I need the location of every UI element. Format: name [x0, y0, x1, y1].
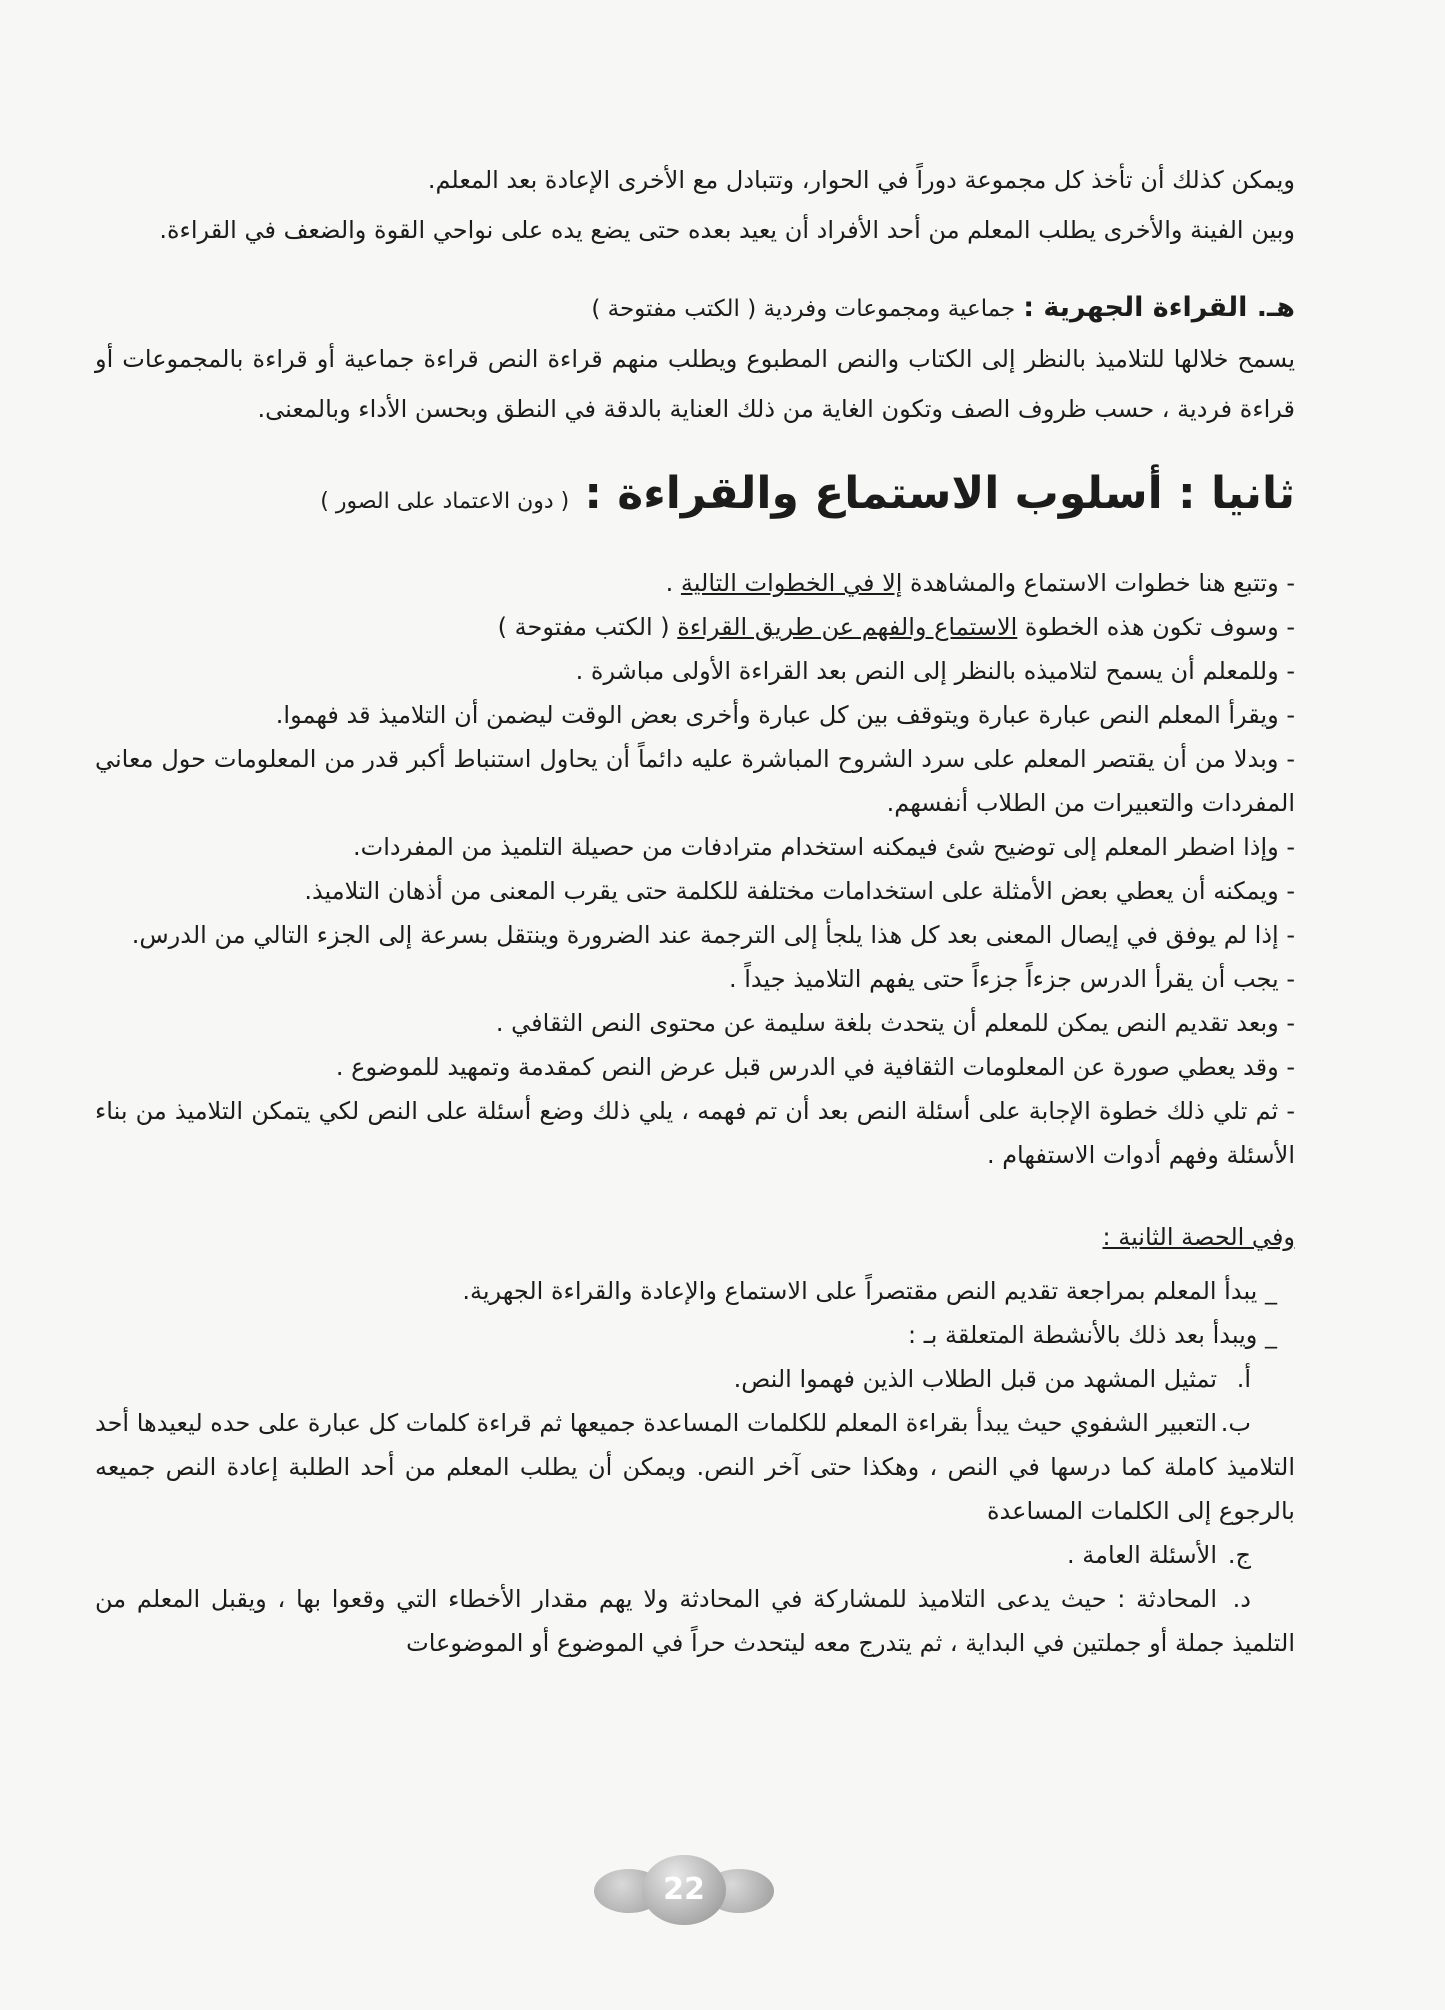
list-item: - وبدلا من أن يقتصر المعلم على سرد الشروح المباشرة عليه دائماً أن يحاول استنباط أكبر قدر من المعلومات حول معاني المفردات والتعبيرات من الطلاب أنفسهم.: [95, 745, 1295, 817]
list-item: - وتتبع هنا خطوات الاستماع والمشاهدة إلا في الخطوات التالية .: [665, 569, 1295, 597]
activity-mark: أ.: [1236, 1365, 1251, 1393]
activity-item: [95, 1357, 1295, 1401]
list-item: - ثم تلي ذلك خطوة الإجابة على أسئلة النص بعد أن تم فهمه ، يلي ذلك وضع أسئلة على النص لكي يتمكن التلاميذ من بناء الأسئلة وفهم أدوات الاستفهام .: [95, 1097, 1295, 1169]
activity-mark: ج.: [1227, 1541, 1251, 1569]
page-body: [95, 155, 1295, 1665]
second-session-heading: وفي الحصة الثانية :: [1102, 1223, 1295, 1251]
page-number: 22: [642, 1855, 726, 1925]
section-loud-reading-body: يسمح خلالها للتلاميذ بالنظر إلى الكتاب والنص المطبوع ويطلب منهم قراءة النص قراءة جماعية أو قراءة بالمجموعات أو قراءة فردية ، حسب ظروف الصف وتكون الغاية من ذلك العناية بالدقة في النطق وبحسن الأداء وبالمعنى.: [95, 345, 1295, 423]
second-session-list: [95, 1269, 1295, 1357]
activity-text: تمثيل المشهد من قبل الطلاب الذين فهموا النص.: [733, 1365, 1217, 1393]
list-item: - وسوف تكون هذه الخطوة الاستماع والفهم عن طريق القراءة ( الكتب مفتوحة ): [497, 613, 1295, 641]
list-item: _ ويبدأ بعد ذلك بالأنشطة المتعلقة بـ :: [907, 1321, 1277, 1349]
section-loud-reading: [95, 283, 1295, 434]
section-two-heading-row: [95, 462, 1295, 535]
list-item: - إذا لم يوفق في إيصال المعنى بعد كل هذا يلجأ إلى الترجمة عند الضرورة وينتقل بسرعة إلى الجزء التالي من الدرس.: [131, 921, 1295, 949]
section-two-list: [95, 561, 1295, 1177]
section-two-heading: ثانيا : أسلوب الاستماع والقراءة :: [584, 468, 1295, 519]
section-loud-reading-subtitle: جماعية ومجموعات وفردية ( الكتب مفتوحة ): [591, 296, 1016, 322]
intro-line-2: وبين الفينة والأخرى يطلب المعلم من أحد الأفراد أن يعيد بعده حتى يضع يده على نواحي القوة والضعف في القراءة.: [159, 216, 1295, 244]
activity-mark: ب.: [1220, 1409, 1251, 1437]
page-number-badge: [594, 1855, 774, 1925]
list-item: _ يبدأ المعلم بمراجعة تقديم النص مقتصراً على الاستماع والإعادة والقراءة الجهرية.: [462, 1277, 1277, 1305]
list-item: - يجب أن يقرأ الدرس جزءاً جزءاً حتى يفهم التلاميذ جيداً .: [728, 965, 1295, 993]
list-item: - وإذا اضطر المعلم إلى توضيح شئ فيمكنه استخدام مترادفات من حصيلة التلميذ من المفردات.: [352, 833, 1295, 861]
list-item: - وللمعلم أن يسمح لتلاميذه بالنظر إلى النص بعد القراءة الأولى مباشرة .: [575, 657, 1295, 685]
activity-text: التعبير الشفوي حيث يبدأ بقراءة المعلم للكلمات المساعدة جميعها ثم قراءة كلمات كل عبارة على حده ليعيدها أحد التلاميذ كاملة كما درسها في النص ، وهكذا حتى آخر النص. ويمكن أن يطلب المعلم من أحد الطلبة إعادة النص جميعه بالرجوع إلى الكلمات المساعدة: [95, 1409, 1295, 1525]
activities-list: [95, 1357, 1295, 1665]
activity-text: الأسئلة العامة .: [1067, 1541, 1217, 1569]
activity-mark: د.: [1232, 1585, 1251, 1613]
activity-item: [95, 1401, 1295, 1533]
intro-line-1: ويمكن كذلك أن تأخذ كل مجموعة دوراً في الحوار، وتتبادل مع الأخرى الإعادة بعد المعلم.: [427, 166, 1295, 194]
activity-text: المحادثة : حيث يدعى التلاميذ للمشاركة في المحادثة ولا يهم مقدار الأخطاء التي وقعوا بها ، ويقبل المعلم من التلميذ جملة أو جملتين في البداية ، ثم يتدرج معه ليتحدث حراً في الموضوع أو الموضوعات: [95, 1585, 1295, 1657]
section-loud-reading-heading-row: [95, 283, 1295, 334]
list-item: - وقد يعطي صورة عن المعلومات الثقافية في الدرس قبل عرض النص كمقدمة وتمهيد للموضوع .: [335, 1053, 1295, 1081]
activity-item: [95, 1577, 1295, 1665]
list-item: - وبعد تقديم النص يمكن للمعلم أن يتحدث بلغة سليمة عن محتوى النص الثقافي .: [495, 1009, 1295, 1037]
intro-paragraph: [95, 155, 1295, 255]
section-two-subtitle: ( دون الاعتماد على الصور ): [320, 489, 570, 514]
activity-item: [95, 1533, 1295, 1577]
section-loud-reading-heading: هـ. القراءة الجهرية :: [1023, 292, 1295, 323]
list-item: - ويقرأ المعلم النص عبارة عبارة ويتوقف بين كل عبارة وأخرى بعض الوقت ليضمن أن التلاميذ قد فهموا.: [275, 701, 1295, 729]
page-footer: [0, 1855, 1445, 1935]
list-item: - ويمكنه أن يعطي بعض الأمثلة على استخدامات مختلفة للكلمة حتى يقرب المعنى من أذهان التلاميذ.: [304, 877, 1295, 905]
